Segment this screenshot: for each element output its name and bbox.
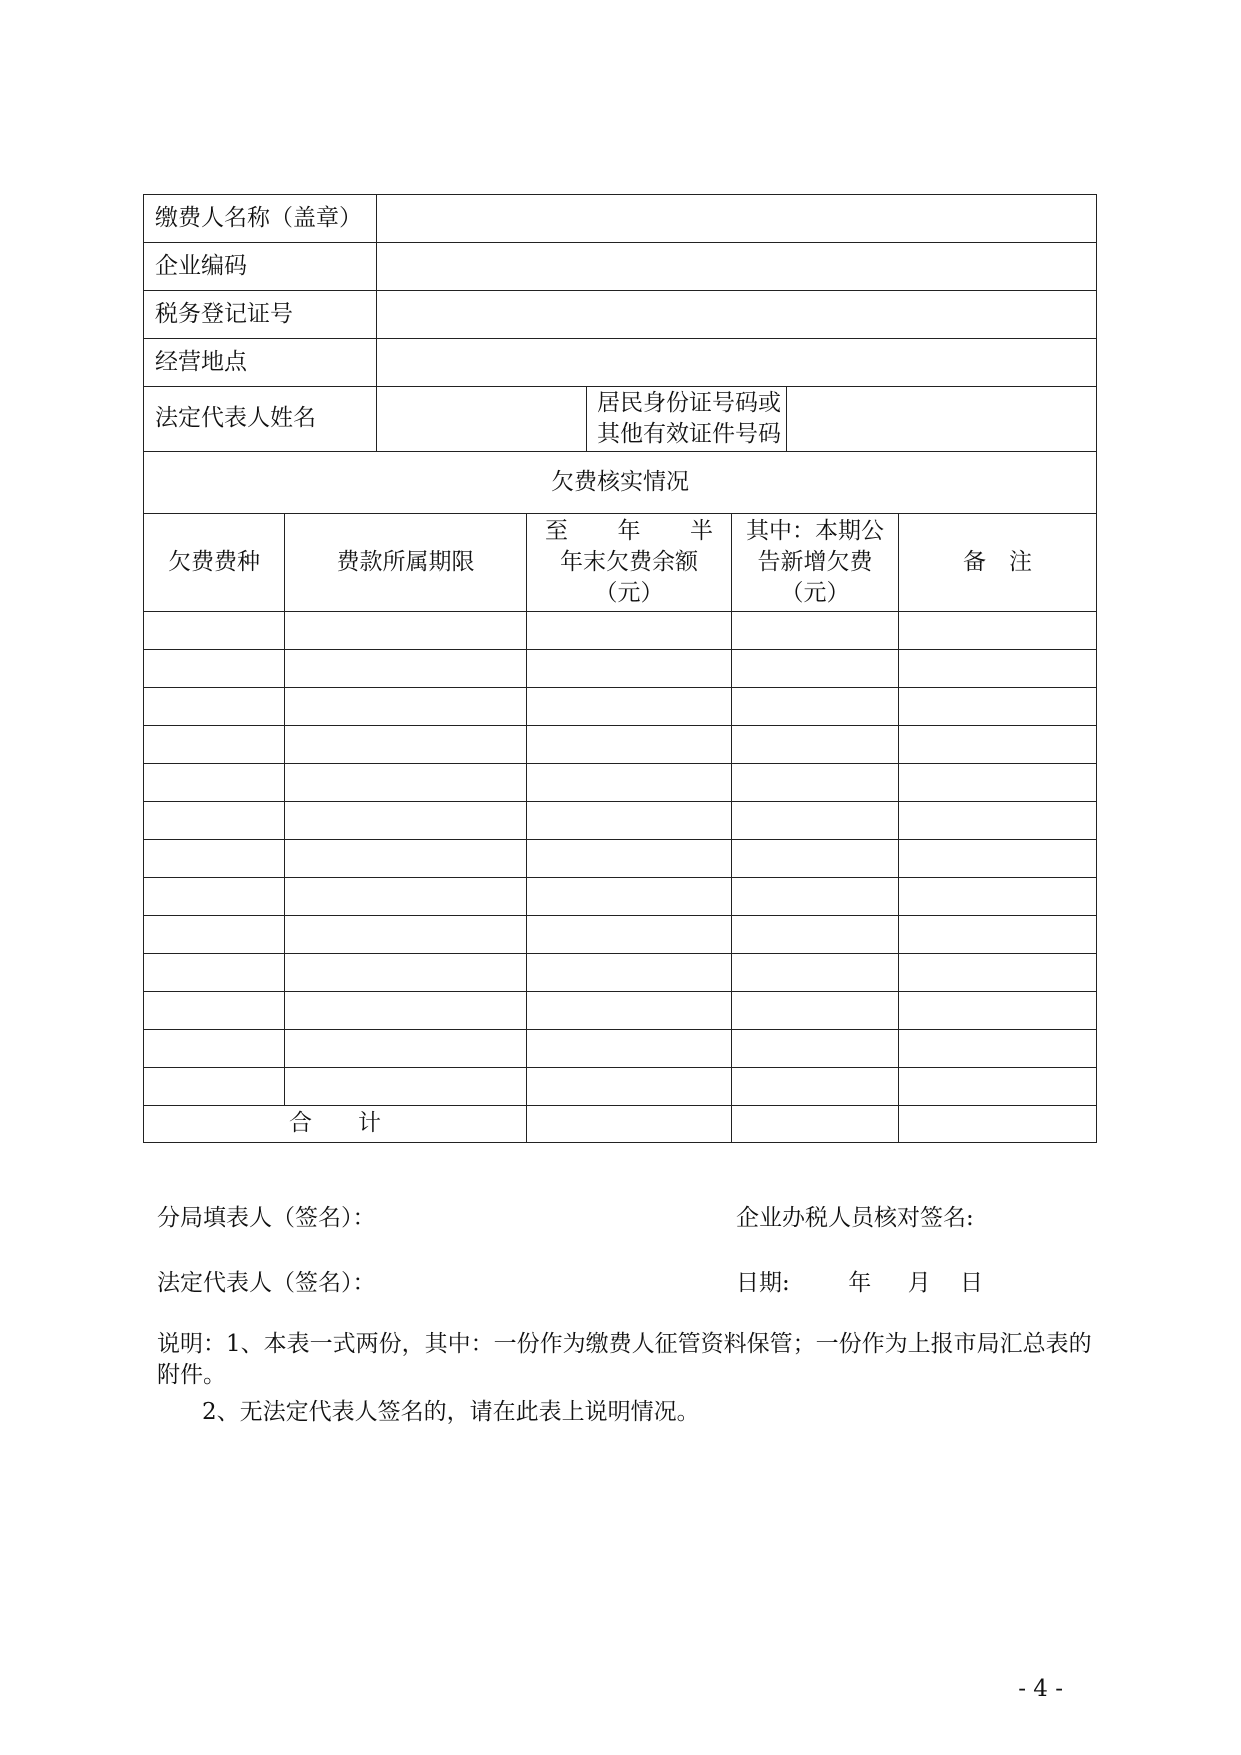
- cell-balance[interactable]: [527, 802, 732, 840]
- total-balance-cell[interactable]: [527, 1106, 732, 1143]
- table-row: [144, 1068, 1097, 1106]
- cell-new-arrears[interactable]: [732, 802, 899, 840]
- cell-balance[interactable]: [527, 764, 732, 802]
- legal-rep-label: 法定代表人姓名: [144, 387, 377, 452]
- cell-period[interactable]: [285, 840, 527, 878]
- table-row: [144, 992, 1097, 1030]
- cell-remarks[interactable]: [899, 764, 1097, 802]
- legal-rep-field[interactable]: [377, 387, 587, 452]
- address-field[interactable]: [377, 339, 1097, 387]
- cell-fee-type[interactable]: [144, 764, 285, 802]
- cell-balance[interactable]: [527, 650, 732, 688]
- table-row: [144, 802, 1097, 840]
- col-balance-to: 至: [545, 517, 568, 544]
- total-remarks-cell[interactable]: [899, 1106, 1097, 1143]
- cell-period[interactable]: [285, 612, 527, 650]
- col-balance-half: 半: [690, 517, 713, 544]
- cell-period[interactable]: [285, 802, 527, 840]
- address-label: 经营地点: [144, 339, 377, 387]
- col-new-arrears-line2: 告新增欠费: [757, 548, 873, 575]
- cell-period[interactable]: [285, 992, 527, 1030]
- cell-fee-type[interactable]: [144, 726, 285, 764]
- branch-filler-signature: 分局填表人（签名）：: [157, 1205, 376, 1231]
- cell-period[interactable]: [285, 726, 527, 764]
- column-header-row: [144, 514, 1097, 612]
- table-row: [144, 840, 1097, 878]
- table-row: [144, 916, 1097, 954]
- cell-remarks[interactable]: [899, 726, 1097, 764]
- cell-balance[interactable]: [527, 916, 732, 954]
- cell-period[interactable]: [285, 916, 527, 954]
- cell-remarks[interactable]: [899, 802, 1097, 840]
- cell-fee-type[interactable]: [144, 802, 285, 840]
- tax-reg-row: [144, 291, 1097, 339]
- enterprise-code-field[interactable]: [377, 243, 1097, 291]
- cell-fee-type[interactable]: [144, 1030, 285, 1068]
- cell-new-arrears[interactable]: [732, 916, 899, 954]
- col-balance: [527, 514, 732, 612]
- col-balance-line3: （元）: [594, 580, 664, 607]
- table-row: [144, 1030, 1097, 1068]
- cell-balance[interactable]: [527, 954, 732, 992]
- payer-name-row: [144, 195, 1097, 243]
- cell-period[interactable]: [285, 1068, 527, 1106]
- section-title: 欠费核实情况: [144, 452, 1097, 514]
- col-balance-year: 年: [617, 517, 641, 544]
- table-row: [144, 650, 1097, 688]
- cell-balance[interactable]: [527, 612, 732, 650]
- id-number-field[interactable]: [787, 387, 1097, 452]
- cell-new-arrears[interactable]: [732, 954, 899, 992]
- cell-new-arrears[interactable]: [732, 878, 899, 916]
- cell-new-arrears[interactable]: [732, 726, 899, 764]
- cell-balance[interactable]: [527, 726, 732, 764]
- enterprise-code-row: [144, 243, 1097, 291]
- cell-new-arrears[interactable]: [732, 840, 899, 878]
- table-row: [144, 612, 1097, 650]
- table-row: [144, 764, 1097, 802]
- cell-fee-type[interactable]: [144, 840, 285, 878]
- cell-remarks[interactable]: [899, 878, 1097, 916]
- id-number-label-line1: 居民身份证号码或: [597, 389, 781, 416]
- cell-new-arrears[interactable]: [732, 650, 899, 688]
- cell-balance[interactable]: [527, 1068, 732, 1106]
- cell-fee-type[interactable]: [144, 954, 285, 992]
- col-new-arrears-line1: 其中：本期公: [746, 517, 884, 544]
- enterprise-verifier-signature: 企业办税人员核对签名:: [736, 1205, 974, 1231]
- cell-remarks[interactable]: [899, 612, 1097, 650]
- cell-balance[interactable]: [527, 992, 732, 1030]
- cell-new-arrears[interactable]: [732, 992, 899, 1030]
- cell-balance[interactable]: [527, 840, 732, 878]
- cell-new-arrears[interactable]: [732, 1068, 899, 1106]
- cell-fee-type[interactable]: [144, 612, 285, 650]
- enterprise-code-label: 企业编码: [144, 243, 377, 291]
- note-line-1: 说明：1、本表一式两份，其中：一份作为缴费人征管资料保管；一份作为上报市局汇总表的附件。: [157, 1331, 1092, 1388]
- cell-remarks[interactable]: [899, 992, 1097, 1030]
- cell-remarks[interactable]: [899, 840, 1097, 878]
- cell-remarks[interactable]: [899, 1068, 1097, 1106]
- cell-balance[interactable]: [527, 878, 732, 916]
- total-label-text: 合 计: [289, 1110, 381, 1137]
- col-new-arrears-line3: （元）: [780, 580, 850, 607]
- payer-name-label: 缴费人名称（盖章）: [144, 195, 377, 243]
- cell-fee-type[interactable]: [144, 650, 285, 688]
- cell-balance[interactable]: [527, 1030, 732, 1068]
- tax-reg-label: 税务登记证号: [144, 291, 377, 339]
- arrears-verification-form: [143, 194, 1097, 1143]
- table-row: [144, 688, 1097, 726]
- legal-rep-row: [144, 387, 1097, 452]
- cell-fee-type[interactable]: [144, 992, 285, 1030]
- cell-period[interactable]: [285, 954, 527, 992]
- cell-period[interactable]: [285, 650, 527, 688]
- id-number-label-line2: 其他有效证件号码: [597, 421, 781, 447]
- cell-new-arrears[interactable]: [732, 764, 899, 802]
- cell-period[interactable]: [285, 1030, 527, 1068]
- cell-balance[interactable]: [527, 688, 732, 726]
- cell-remarks[interactable]: [899, 1030, 1097, 1068]
- cell-period[interactable]: [285, 688, 527, 726]
- col-period: 费款所属期限: [285, 514, 527, 612]
- cell-new-arrears[interactable]: [732, 1030, 899, 1068]
- cell-period[interactable]: [285, 878, 527, 916]
- total-new-arrears-cell[interactable]: [732, 1106, 899, 1143]
- table-row: [144, 878, 1097, 916]
- table-row: [144, 726, 1097, 764]
- tax-reg-field[interactable]: [377, 291, 1097, 339]
- cell-remarks[interactable]: [899, 916, 1097, 954]
- payer-name-field[interactable]: [377, 195, 1097, 243]
- col-fee-type: 欠费费种: [144, 514, 285, 612]
- cell-remarks[interactable]: [899, 650, 1097, 688]
- section-title-row: [144, 452, 1097, 514]
- col-new-arrears: [732, 514, 899, 612]
- cell-new-arrears[interactable]: [732, 688, 899, 726]
- table-row: [144, 954, 1097, 992]
- cell-period[interactable]: [285, 764, 527, 802]
- col-remarks: 备 注: [899, 514, 1097, 612]
- cell-remarks[interactable]: [899, 688, 1097, 726]
- col-balance-line2: 年末欠费余额: [560, 548, 698, 575]
- cell-fee-type[interactable]: [144, 1068, 285, 1106]
- total-label: [144, 1106, 527, 1143]
- cell-fee-type[interactable]: [144, 916, 285, 954]
- note-line-2: 2、无法定代表人签名的，请在此表上说明情况。: [202, 1399, 700, 1425]
- date-line: 日期: 年 月 日: [736, 1270, 984, 1296]
- col-balance-line1: [527, 516, 731, 547]
- address-row: [144, 339, 1097, 387]
- legal-rep-signature: 法定代表人（签名）：: [157, 1270, 376, 1296]
- total-row: [144, 1106, 1097, 1143]
- cell-fee-type[interactable]: [144, 878, 285, 916]
- cell-new-arrears[interactable]: [732, 612, 899, 650]
- id-number-label: [587, 387, 787, 452]
- cell-remarks[interactable]: [899, 954, 1097, 992]
- cell-fee-type[interactable]: [144, 688, 285, 726]
- page-number: - 4 -: [1018, 1676, 1063, 1702]
